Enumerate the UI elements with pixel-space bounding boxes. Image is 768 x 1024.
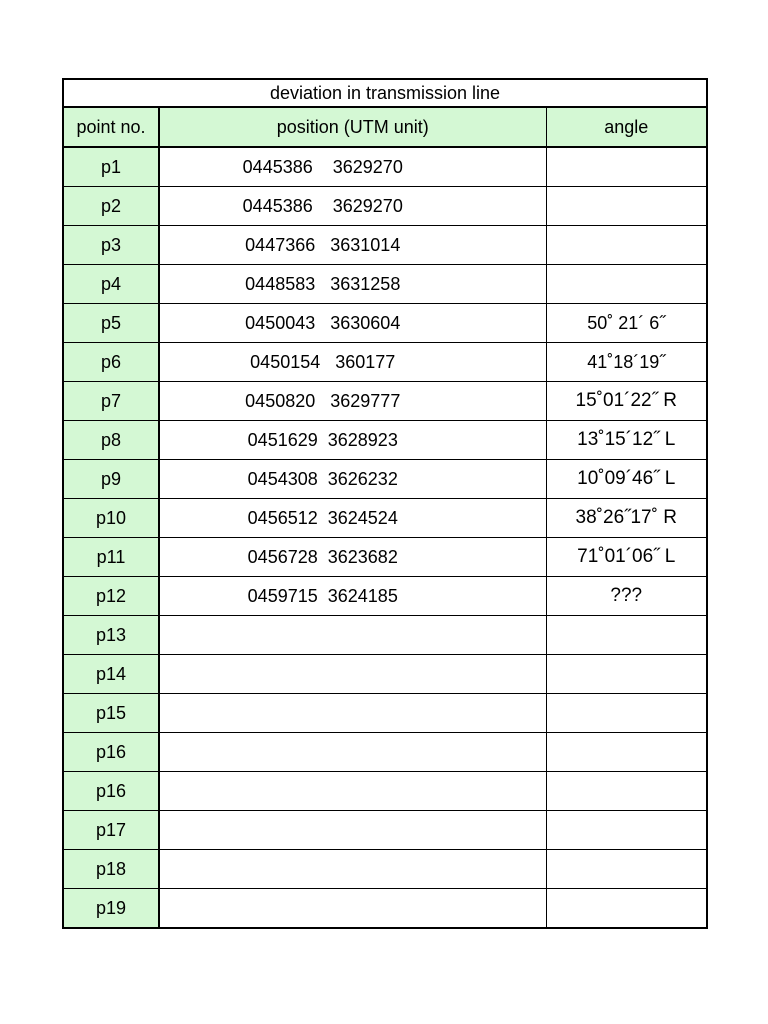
- point-cell: p17: [63, 811, 159, 850]
- point-cell: p16: [63, 733, 159, 772]
- angle-cell: 13˚15´12˝ L: [546, 421, 707, 460]
- point-cell: p5: [63, 304, 159, 343]
- angle-cell: 71˚01´06˝ L: [546, 538, 707, 577]
- table-row: [63, 733, 707, 772]
- position-cell: [159, 889, 546, 929]
- table-row: [63, 187, 707, 226]
- position-cell: [159, 733, 546, 772]
- angle-cell: [546, 889, 707, 929]
- angle-cell: 41˚18´19˝: [546, 343, 707, 382]
- point-cell: p15: [63, 694, 159, 733]
- point-cell: p4: [63, 265, 159, 304]
- angle-cell: [546, 733, 707, 772]
- table-row: [63, 811, 707, 850]
- table-row: [63, 421, 707, 460]
- point-cell: p14: [63, 655, 159, 694]
- point-cell: p11: [63, 538, 159, 577]
- table-row: [63, 694, 707, 733]
- position-cell: 0447366 3631014: [159, 226, 546, 265]
- table-row: [63, 460, 707, 499]
- table-row: [63, 538, 707, 577]
- position-cell: [159, 772, 546, 811]
- position-cell: 0456728 3623682: [159, 538, 546, 577]
- position-cell: [159, 616, 546, 655]
- table-row: [63, 850, 707, 889]
- table-row: [63, 889, 707, 929]
- position-cell: [159, 811, 546, 850]
- table-row: [63, 265, 707, 304]
- position-cell: 0450154 360177: [159, 343, 546, 382]
- angle-cell: [546, 616, 707, 655]
- point-cell: p19: [63, 889, 159, 929]
- table-row: [63, 226, 707, 265]
- table-row: [63, 577, 707, 616]
- angle-cell: [546, 147, 707, 187]
- table-row: [63, 655, 707, 694]
- angle-cell: 15˚01´22˝ R: [546, 382, 707, 421]
- title-row: [63, 79, 707, 107]
- angle-cell: [546, 655, 707, 694]
- point-cell: p6: [63, 343, 159, 382]
- point-cell: p18: [63, 850, 159, 889]
- position-cell: [159, 655, 546, 694]
- position-cell: 0445386 3629270: [159, 187, 546, 226]
- table-row: [63, 499, 707, 538]
- position-cell: 0451629 3628923: [159, 421, 546, 460]
- angle-cell: [546, 772, 707, 811]
- angle-cell: [546, 850, 707, 889]
- point-cell: p10: [63, 499, 159, 538]
- table-row: [63, 304, 707, 343]
- point-cell: p12: [63, 577, 159, 616]
- deviation-table: [62, 78, 708, 929]
- point-cell: p1: [63, 147, 159, 187]
- angle-cell: [546, 265, 707, 304]
- angle-cell: 50˚ 21´ 6˝: [546, 304, 707, 343]
- point-cell: p8: [63, 421, 159, 460]
- position-cell: 0459715 3624185: [159, 577, 546, 616]
- position-cell: 0445386 3629270: [159, 147, 546, 187]
- angle-cell: ???: [546, 577, 707, 616]
- header-point-no: point no.: [63, 107, 159, 147]
- position-cell: 0454308 3626232: [159, 460, 546, 499]
- angle-cell: [546, 187, 707, 226]
- point-cell: p9: [63, 460, 159, 499]
- position-cell: [159, 694, 546, 733]
- header-position: position (UTM unit): [159, 107, 546, 147]
- table-title: deviation in transmission line: [63, 79, 707, 107]
- position-cell: 0450820 3629777: [159, 382, 546, 421]
- position-cell: 0448583 3631258: [159, 265, 546, 304]
- angle-cell: [546, 226, 707, 265]
- angle-cell: [546, 811, 707, 850]
- table-row: [63, 382, 707, 421]
- position-cell: 0456512 3624524: [159, 499, 546, 538]
- point-cell: p13: [63, 616, 159, 655]
- table-row: [63, 772, 707, 811]
- point-cell: p2: [63, 187, 159, 226]
- position-cell: 0450043 3630604: [159, 304, 546, 343]
- header-row: [63, 107, 707, 147]
- point-cell: p16: [63, 772, 159, 811]
- table-row: [63, 147, 707, 187]
- point-cell: p7: [63, 382, 159, 421]
- position-cell: [159, 850, 546, 889]
- angle-cell: 10˚09´46˝ L: [546, 460, 707, 499]
- table-row: [63, 616, 707, 655]
- angle-cell: 38˚26˝17˚ R: [546, 499, 707, 538]
- angle-cell: [546, 694, 707, 733]
- table-body: [63, 79, 707, 928]
- header-angle: angle: [546, 107, 707, 147]
- point-cell: p3: [63, 226, 159, 265]
- table-row: [63, 343, 707, 382]
